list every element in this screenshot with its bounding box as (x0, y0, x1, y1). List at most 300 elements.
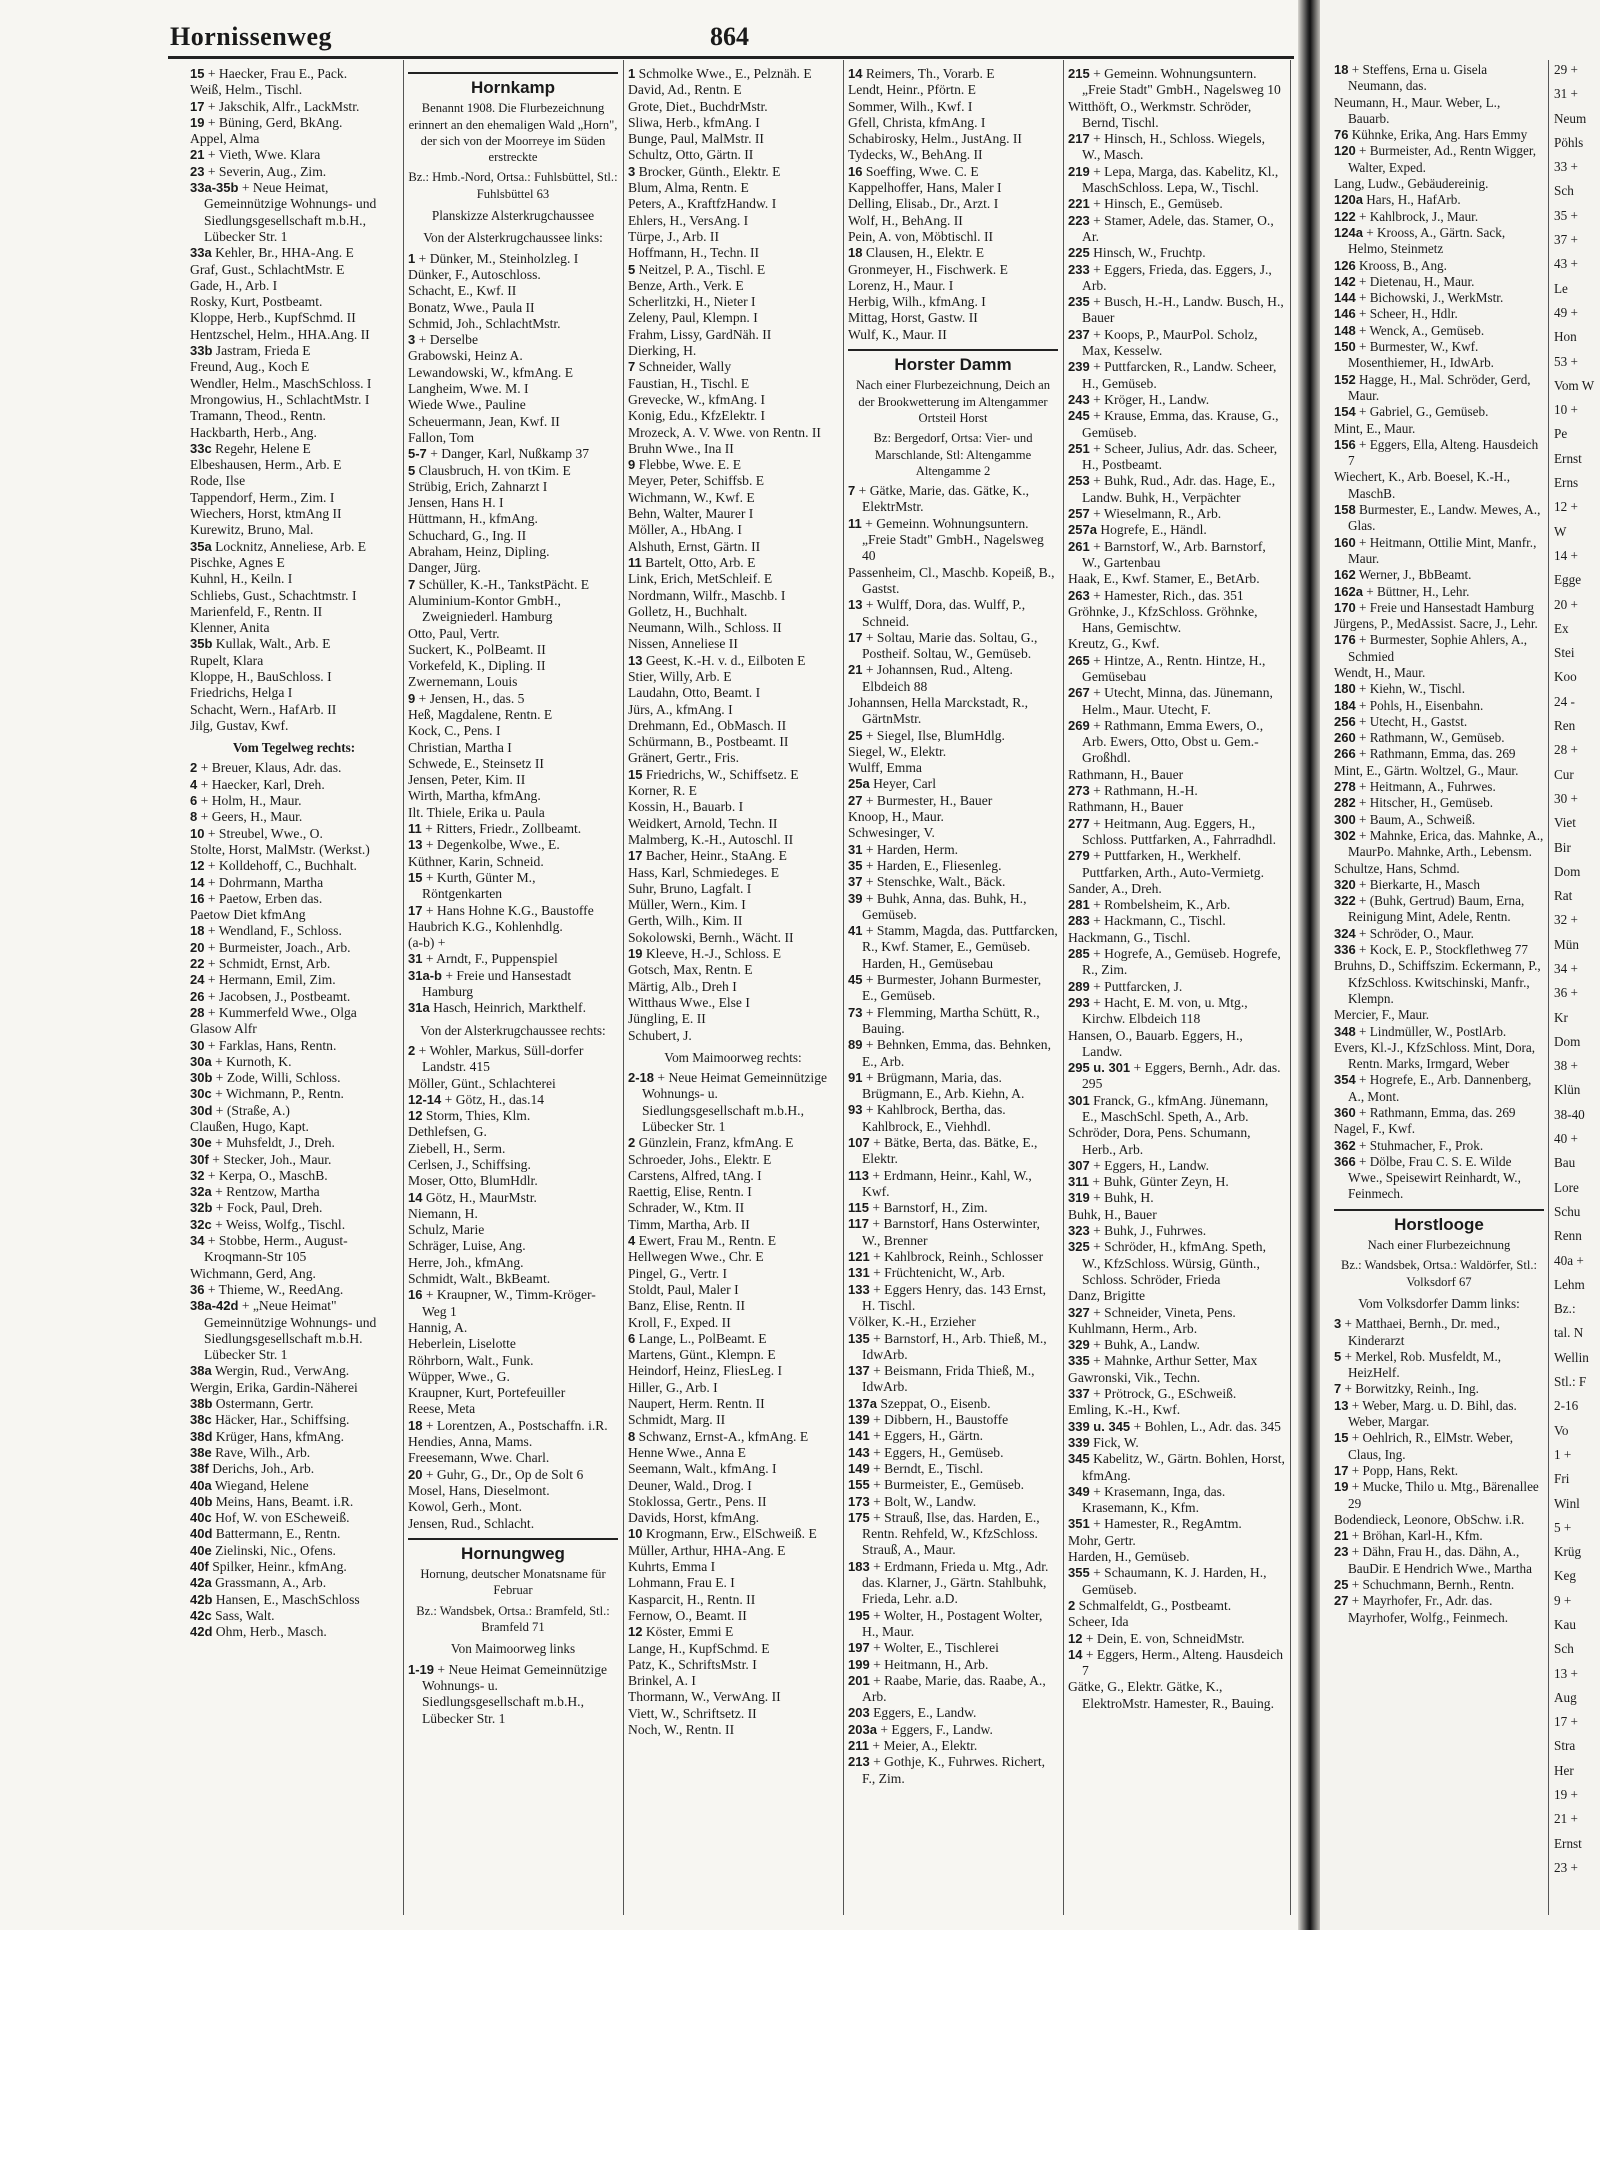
listing-entry: 324 + Schröder, O., Maur. (1334, 925, 1474, 941)
listing-entry: Zwernemann, Louis (408, 674, 518, 690)
column-1 (190, 66, 398, 1906)
cropped-entry: 14 + (1554, 547, 1578, 563)
listing-entry: 325 + Schröder, H., kfmAng. Speth, W., KfzSchloss. Würsig, Günth., Schloss. Schröder, Frieda (1068, 1239, 1266, 1287)
cropped-entry: 40 + (1554, 1131, 1578, 1147)
cropped-entry: Rat (1554, 888, 1573, 904)
listing-entry: Schräger, Luise, Ang. (408, 1238, 526, 1254)
listing-entry: Wichmann, Gerd, Ang. (190, 1265, 316, 1281)
listing-entry: 162a + Büttner, H., Lehr. (1334, 583, 1470, 599)
cropped-entry: Erns (1554, 475, 1579, 491)
cropped-entry: Hon (1554, 329, 1577, 345)
listing-entry: 33c Regehr, Helene E (190, 440, 311, 456)
listing-entry: Lang, Ludw., Gebäudereinig. (1334, 176, 1489, 192)
listing-entry: Scherlitzki, H., Nieter I (628, 294, 756, 310)
listing-entry: 219 + Lepa, Marga, das. Kabelitz, Kl., MaschSchloss. Lepa, W., Tischl. (1068, 163, 1279, 196)
listing-entry: Link, Erich, MetSchleif. E (628, 571, 773, 587)
column-4 (848, 66, 1058, 1906)
listing-entry: 1 + Dünker, M., Steinholzleg. I (408, 250, 579, 266)
column-7-fragment (1554, 62, 1600, 1884)
column-divider (1548, 60, 1549, 1915)
listing-entry: 21 + Vieth, Wwe. Klara (190, 147, 321, 163)
listing-entry: 30b + Zode, Willi, Schloss. (190, 1070, 341, 1086)
listing-entry: Freund, Aug., Koch E (190, 359, 310, 375)
listing-entry: 40b Meins, Hans, Beamt. i.R. (190, 1493, 354, 1509)
listing-entry: Sliwa, Herb., kfmAng. I (628, 114, 760, 130)
listing-entry: 16 Soeffing, Wwe. C. E (848, 163, 979, 179)
listing-entry: Gränert, Gertr., Fris. (628, 750, 739, 766)
listing-entry: Cerlsen, J., Schiffsing. (408, 1157, 531, 1172)
listing-entry: 319 + Buhk, H. (1068, 1190, 1154, 1206)
listing-entry: Naupert, Herm. Rentn. II (628, 1396, 765, 1412)
section-subheading: Vom Tegelweg rechts: (232, 740, 356, 756)
listing-entry: 293 + Hacht, E. M. von, u. Mtg., Kirchw. Elbdeich 118 (1068, 994, 1248, 1027)
listing-entry: 146 + Scheer, H., Hdlr. (1334, 306, 1458, 322)
listing-entry: Möller, A., HbAng. I (628, 522, 742, 538)
listing-entry: 162 Werner, J., BbBeamt. (1334, 567, 1472, 583)
listing-entry: 126 Krooss, B., Ang. (1334, 257, 1447, 273)
listing-entry: 12 + Kolldehoff, C., Buchhalt. (190, 858, 357, 874)
listing-entry: Hellwegen Wwe., Chr. E (628, 1249, 764, 1265)
listing-entry: Korner, R. E (628, 783, 697, 799)
listing-entry: Emling, K.-H., Kwf. (1068, 1402, 1181, 1418)
listing-entry: Wendt, H., Maur. (1334, 664, 1426, 680)
listing-entry: Stoklossa, Gertr., Pens. II (628, 1493, 767, 1509)
cropped-entry: 17 + (1554, 1714, 1578, 1730)
section-subheading: Von der Alsterkrugchaussee links: (423, 230, 603, 246)
listing-entry: 32 + Kerpa, O., MaschB. (190, 1167, 328, 1183)
listing-entry: Danger, Jürg. (408, 560, 481, 576)
listing-entry: 7 Schüller, K.-H., TankstPächt. E (408, 576, 590, 592)
listing-entry: Schliebs, Gust., Schachtmstr. I (190, 587, 357, 603)
listing-entry: 23 + Severin, Aug., Zim. (190, 163, 327, 179)
listing-entry: 360 + Rathmann, Emma, das. 269 (1334, 1105, 1516, 1120)
listing-entry: Ilt. Thiele, Erika u. Paula (408, 804, 545, 820)
listing-entry: 282 + Hitscher, H., Gemüseb. (1334, 795, 1493, 811)
listing-entry: 25 + Schuchmann, Bernh., Rentn. (1334, 1577, 1515, 1593)
listing-entry: Martens, Günt., Klempn. E (628, 1347, 776, 1363)
cropped-entry: Wellin (1554, 1349, 1589, 1365)
listing-entry: 30c + Wichmann, P., Rentn. (190, 1086, 344, 1102)
listing-entry: Schultze, Hans, Schmd. (1334, 860, 1460, 876)
cropped-entry: W (1554, 523, 1567, 539)
cropped-entry: Kau (1554, 1617, 1576, 1632)
listing-entry: 160 + Heitmann, Ottilie Mint, Manfr., Maur. (1334, 534, 1537, 566)
listing-entry: Haubrich K.G., Kohlenhdlg. (408, 918, 563, 934)
street-note: Bz.: Wandsbek, Ortsa.: Waldörfer, Stl.: Volksdorf 67 (1340, 1258, 1538, 1289)
listing-entry: Tramann, Theod., Rentn. (190, 408, 326, 424)
listing-entry: Lendt, Heinr., Pförtn. E (848, 82, 976, 98)
listing-entry: Harden, H., Gemüseb. (1068, 1549, 1190, 1565)
cropped-entry: Ernst (1554, 450, 1582, 466)
listing-entry: Strübig, Erich, Zahnarzt I (408, 478, 548, 494)
listing-entry: 9 Flebbe, Wwe. E. E (628, 457, 742, 473)
listing-entry: 199 + Heitmann, H., Arb. (848, 1656, 989, 1672)
listing-entry: 251 + Scheer, Julius, Adr. das. Scheer, H., Postbeamt. (1068, 440, 1278, 473)
listing-entry: 39 + Buhk, Anna, das. Buhk, H., Gemüseb. (848, 890, 1027, 922)
listing-entry: Sander, A., Dreh. (1068, 880, 1162, 896)
listing-entry: Wiechert, K., Arb. Boesel, K.-H., MaschB. (1334, 469, 1510, 501)
listing-entry: 32b + Fock, Paul, Dreh. (190, 1200, 323, 1216)
listing-entry: Dierking, H. (628, 343, 697, 359)
listing-entry: 38d Krüger, Hans, kfmAng. (190, 1428, 344, 1444)
listing-entry: Küthner, Karin, Schneid. (408, 853, 544, 869)
listing-entry: 3 + Matthaei, Bernh., Dr. med., Kinderarzt (1334, 1316, 1500, 1348)
listing-entry: Faustian, H., Tischl. E (628, 375, 750, 391)
listing-entry: 23 + Dähn, Frau H., das. Dähn, A., BauDir. E Hendrich Wwe., Martha (1334, 1544, 1532, 1576)
column-6 (1334, 62, 1544, 1626)
listing-entry: Jensen, Peter, Kim. II (408, 772, 526, 788)
listing-entry: Blum, Alma, Rentn. E (628, 180, 749, 196)
listing-entry: 12-14 + Götz, H., das.14 (408, 1091, 545, 1107)
listing-entry: 257a Hogrefe, E., Händl. (1068, 522, 1207, 538)
listing-entry: Nissen, Anneliese II (628, 636, 738, 652)
listing-entry: Schulz, Marie (408, 1222, 485, 1238)
listing-entry: 184 + Pohls, H., Eisenbahn. (1334, 697, 1484, 713)
listing-entry: Laudahn, Otto, Beamt. I (628, 685, 761, 701)
listing-entry: Kraupner, Kurt, Portefeuiller (408, 1385, 566, 1401)
listing-entry: 40a Wiegand, Helene (190, 1477, 309, 1493)
listing-entry: 76 Kühnke, Erika, Ang. Hars Emmy (1334, 127, 1528, 143)
listing-entry: Schröder, Dora, Pens. Schumann, Herb., Arb. (1068, 1125, 1251, 1157)
listing-entry: 40c Hof, W. von EScheweiß. (190, 1510, 350, 1526)
listing-entry: Friedrichs, Helga I (190, 685, 293, 701)
cropped-entry: 13 + (1554, 1665, 1578, 1681)
cropped-entry: 53 + (1554, 353, 1578, 369)
listing-entry: 355 + Schaumann, K. J. Harden, H., Gemüseb. (1068, 1565, 1267, 1597)
listing-entry: 40f Spilker, Heinr., kfmAng. (190, 1559, 347, 1575)
listing-entry: 13 + Weber, Marg. u. D. Bihl, das. Weber, Margar. (1334, 1397, 1517, 1430)
cropped-entry: 24 - (1554, 693, 1575, 709)
listing-entry: Banz, Elise, Rentn. II (628, 1298, 746, 1314)
listing-entry: 295 u. 301 + Eggers, Bernh., Adr. das. 295 (1068, 1060, 1281, 1092)
listing-entry: Peters, A., KraftfzHandw. I (628, 196, 777, 212)
listing-entry: 16 + Paetow, Erben das. (190, 890, 323, 906)
listing-entry: 336 + Kock, E. P., Stockflethweg 77 (1334, 942, 1528, 958)
listing-entry: Bonatz, Wwe., Paula II (408, 299, 535, 315)
listing-entry: Knoop, H., Maur. (848, 809, 944, 825)
listing-entry: 93 + Kahlbrock, Bertha, das. Kahlbrock, E., Viehhdl. (848, 1102, 1006, 1134)
listing-entry: 38b Ostermann, Gertr. (190, 1396, 314, 1412)
listing-entry: Rode, Ilse (190, 473, 246, 489)
listing-entry: 327 + Schneider, Vineta, Pens. (1068, 1304, 1236, 1320)
listing-entry: Weidkert, Arnold, Techn. II (628, 815, 778, 831)
listing-entry: 33a Kehler, Br., HHA-Ang. E (190, 245, 354, 261)
listing-entry: 14 Reimers, Th., Vorarb. E (848, 66, 995, 81)
listing-entry: Evers, Kl.-J., KfzSchloss. Mint, Dora, Rentn. Marks, Irmgard, Weber (1334, 1039, 1536, 1072)
listing-entry: Witthöft, O., Werkmstr. Schröder, Bernd, Tischl. (1068, 98, 1252, 130)
listing-entry: Scheer, Ida (1068, 1614, 1129, 1630)
section-subheading: Von der Alsterkrugchaussee rechts: (420, 1022, 606, 1038)
cropped-entry: Bz.: (1554, 1301, 1576, 1317)
listing-entry: Weiß, Helm., Tischl. (190, 82, 303, 98)
listing-entry: 91 + Brügmann, Maria, das. Brügmann, E., Arb. Kiehn, A. (848, 1069, 1025, 1102)
listing-entry: 36 + Thieme, W., ReedAng. (190, 1281, 344, 1297)
listing-entry: 7 + Gätke, Marie, das. Gätke, K., ElektrMstr. (848, 483, 1029, 515)
listing-entry: Rupelt, Klara (190, 652, 264, 668)
listing-entry: Kuhrts, Emma I (628, 1559, 716, 1575)
listing-entry: Nagel, F., Kwf. (1334, 1121, 1415, 1137)
cropped-entry: 37 + (1554, 232, 1578, 248)
listing-entry: Pein, A. von, Möbtischl. II (848, 228, 993, 244)
listing-entry: 3 Brocker, Günth., Elektr. E (628, 163, 781, 179)
listing-entry: Delling, Elisab., Dr., Arzt. I (848, 196, 999, 212)
listing-entry: Schultz, Otto, Gärtn. II (628, 147, 754, 163)
listing-entry: 267 + Utecht, Minna, das. Jünemann, Helm., Maur. Utecht, F. (1068, 685, 1273, 717)
listing-entry: Sokolowski, Bernh., Wächt. II (628, 929, 794, 945)
cropped-entry: Klün (1554, 1082, 1581, 1098)
listing-entry: Gade, H., Arb. I (190, 277, 278, 293)
listing-entry: Schwede, E., Steinsetz II (408, 755, 544, 771)
listing-entry: 339 u. 345 + Bohlen, L., Adr. das. 345 (1068, 1418, 1281, 1434)
listing-entry: Jensen, Rud., Schlacht. (408, 1515, 535, 1531)
listing-entry: 122 + Kahlbrock, J., Maur. (1334, 208, 1479, 224)
listing-entry: 1 Schmolke Wwe., E., Pelznäh. E (628, 66, 812, 81)
listing-entry: Otto, Paul, Vertr. (408, 625, 500, 641)
listing-entry: 285 + Hogrefe, A., Gemüseb. Hogrefe, R., Zim. (1068, 946, 1281, 978)
cropped-entry: Pöhls (1554, 134, 1584, 150)
listing-entry: 137a Szeppat, O., Eisenb. (848, 1395, 991, 1411)
listing-entry: Schacht, Wern., HafArb. II (190, 701, 337, 717)
section-subheading: Vom Volksdorfer Damm links: (1358, 1295, 1520, 1311)
listing-entry: Konig, Edu., KfzElektr. I (628, 408, 766, 424)
cropped-entry: 20 + (1554, 596, 1578, 612)
listing-entry: Wirth, Martha, kfmAng. (408, 788, 541, 804)
listing-entry: 17 + Jakschik, Alfr., LackMstr. (190, 98, 360, 114)
cropped-entry: Renn (1554, 1228, 1582, 1244)
listing-entry: 30d + (Straße, A.) (190, 1102, 290, 1118)
listing-entry: Hackbarth, Herb., Ang. (190, 424, 317, 440)
listing-entry: 40e Zielinski, Nic., Ofens. (190, 1542, 336, 1558)
listing-entry: 197 + Wolter, E., Tischlerei (848, 1640, 999, 1656)
listing-entry: Nordmann, Wilfr., Maschb. I (628, 587, 786, 603)
listing-entry: 263 + Hamester, Rich., das. 351 (1068, 587, 1244, 603)
listing-entry: Rosky, Kurt, Postbeamt. (190, 294, 323, 310)
listing-entry: 170 + Freie und Hansestadt Hamburg (1334, 599, 1534, 615)
cropped-entry: Ex (1554, 620, 1569, 636)
listing-entry: 323 + Buhk, J., Fuhrwes. (1068, 1223, 1207, 1239)
listing-entry: 235 + Busch, H.-H., Landw. Busch, H., Bauer (1068, 294, 1284, 326)
cropped-entry: 35 + (1554, 207, 1578, 223)
listing-entry: David, Ad., Rentn. E (628, 82, 742, 98)
listing-entry: 261 + Barnstorf, W., Arb. Barnstorf, W., Gartenbau (1068, 538, 1266, 570)
listing-entry: 257 + Wieselmann, R., Arb. (1068, 506, 1222, 522)
listing-entry: 322 + (Buhk, Gertrud) Baum, Erna, Reinigung Mint, Adele, Rentn. (1334, 893, 1525, 925)
cropped-entry: Kr (1554, 1009, 1568, 1025)
listing-entry: Siegel, W., Elektr. (848, 743, 947, 759)
map-note: Planskizze Alsterkrugchaussee (431, 208, 595, 224)
listing-entry: Schroeder, Johs., Elektr. E (628, 1151, 772, 1167)
listing-entry: Viett, W., Schriftsetz. II (628, 1705, 757, 1721)
listing-entry: 12 Köster, Emmi E (628, 1624, 734, 1640)
listing-entry: 15 + Kurth, Günter M., Röntgenkarten (408, 869, 536, 902)
cropped-entry: 38 + (1554, 1058, 1578, 1074)
listing-entry: 173 + Bolt, W., Landw. (848, 1493, 977, 1509)
listing-entry: Kowol, Gerh., Mont. (408, 1499, 523, 1515)
cropped-entry: 29 + (1554, 62, 1578, 77)
listing-entry: Jürgens, P., MedAssist. Sacre, J., Lehr. (1334, 616, 1538, 632)
cropped-entry: 43 + (1554, 256, 1578, 272)
listing-entry: 2 + Wohler, Markus, Süll-dorfer Landstr. 415 (408, 1042, 584, 1075)
listing-entry: 301 Franck, G., kfmAng. Jünemann, E., MaschSchl. Speth, A., Arb. (1068, 1092, 1269, 1124)
cropped-entry: 10 + (1554, 402, 1578, 418)
listing-entry: Brinkel, A. I (628, 1673, 696, 1689)
cropped-entry: 23 + (1554, 1859, 1578, 1875)
listing-entry: 337 + Prötrock, G., ESchweiß. (1068, 1386, 1237, 1402)
column-divider (1290, 60, 1291, 1915)
listing-entry: Appel, Alma (190, 131, 260, 147)
listing-entry: Davids, Horst, kfmAng. (628, 1510, 760, 1526)
listing-entry: Noch, W., Rentn. II (628, 1721, 735, 1737)
listing-entry: 14 Götz, H., MaurMstr. (408, 1189, 537, 1205)
listing-entry: Mohr, Gertr. (1068, 1532, 1136, 1548)
listing-entry: Herre, Joh., kfmAng. (408, 1254, 524, 1270)
listing-entry: 6 + Holm, H., Maur. (190, 793, 302, 809)
listing-entry: Schabirosky, Helm., JustAng. II (848, 131, 1022, 147)
listing-entry: Mint, E., Gärtn. Woltzel, G., Maur. (1334, 762, 1519, 778)
listing-entry: 31a-b + Freie und Hansestadt Hamburg (408, 967, 572, 1000)
listing-entry: Schuchard, G., Ing. II (408, 527, 527, 543)
cropped-entry: 32 + (1554, 912, 1578, 928)
listing-entry: Jilg, Gustav, Kwf. (190, 717, 289, 733)
listing-entry: Mrozeck, A. V. Wwe. von Rentn. II (628, 424, 821, 440)
listing-entry: 2 + Breuer, Klaus, Adr. das. (190, 760, 342, 776)
listing-entry: Alshuth, Ernst, Gärtn. II (628, 538, 761, 554)
listing-entry: 31a Hasch, Heinrich, Markthelf. (408, 1000, 586, 1016)
listing-entry: 19 Kleeve, H.-J., Schloss. E (628, 946, 782, 962)
listing-entry: 33b Jastram, Frieda E (190, 343, 311, 359)
section-subheading: Vom Maimoorweg rechts: (664, 1049, 802, 1065)
listing-entry: 30a + Kurnoth, K. (190, 1053, 292, 1069)
listing-entry: 154 + Gabriel, G., Gemüseb. (1334, 404, 1489, 420)
listing-entry: Kossin, H., Bauarb. I (628, 799, 744, 815)
listing-entry: 107 + Bätke, Berta, das. Bätke, E., Elektr. (848, 1135, 1038, 1167)
listing-entry: Buhk, H., Bauer (1068, 1206, 1157, 1222)
cropped-entry: Sch (1554, 183, 1574, 199)
cropped-entry: Mün (1554, 936, 1579, 952)
listing-entry: Hansen, O., Bauarb. Eggers, H., Landw. (1068, 1027, 1243, 1059)
listing-entry: 7 + Borwitzky, Reinh., Ing. (1334, 1381, 1479, 1397)
listing-entry: 31 + Harden, Herm. (848, 841, 959, 857)
column-3 (628, 66, 838, 1906)
listing-entry: 4 + Haecker, Karl, Dreh. (190, 776, 325, 792)
listing-entry: 14 + Dohrmann, Martha (190, 874, 324, 890)
street-note: Benannt 1908. Die Flurbezeichnung erinnert an den ehemaligen Wald „Horn", der sich von der Moorreye im Süden erstreckte (408, 101, 618, 165)
listing-entry: 269 + Rathmann, Emma Ewers, O., Arb. Ewers, Otto, Obst u. Gem.-Großhdl. (1068, 717, 1264, 766)
column-2 (408, 66, 618, 1906)
listing-entry: 131 + Früchtenicht, W., Arb. (848, 1265, 1005, 1281)
listing-entry: Wulf, K., Maur. II (848, 326, 947, 342)
listing-entry: 22 + Schmidt, Ernst, Arb. (190, 956, 331, 972)
listing-entry: Suckert, K., PolBeamt. II (408, 641, 546, 657)
street-heading: Horster Damm (848, 349, 1058, 373)
listing-entry: Hannig, A. (408, 1319, 468, 1335)
listing-entry: 277 + Heitmann, Aug. Eggers, H., Schloss. Puttfarken, A., Fahrradhdl. (1068, 815, 1277, 847)
listing-entry: Lohmann, Frau E. I (628, 1575, 735, 1591)
listing-entry: 28 + Kummerfeld Wwe., Olga (190, 1004, 357, 1020)
listing-entry: Kreutz, G., Kwf. (1068, 636, 1160, 652)
listing-entry: 13 + Degenkolbe, Wwe., E. (408, 837, 560, 853)
listing-entry: Neumann, H., Maur. Weber, L., Bauarb. (1334, 94, 1501, 126)
listing-entry: Thormann, W., VerwAng. II (628, 1689, 781, 1705)
listing-entry: 366 + Dölbe, Frau C. S. E. Wilde Wwe., Speisewirt Reinhardt, W., Feinmech. (1334, 1153, 1521, 1202)
cropped-entry: Fri (1554, 1471, 1570, 1487)
listing-entry: 335 + Mahnke, Arthur Setter, Max (1068, 1353, 1258, 1369)
page-number: 864 (710, 22, 749, 51)
listing-entry: Jensen, Hans H. I (408, 495, 504, 511)
listing-entry: Dünker, F., Autoschloss. (408, 266, 541, 282)
listing-entry: 2 Günzlein, Franz, kfmAng. E (628, 1135, 794, 1151)
listing-entry: 30e + Muhsfeldt, J., Dreh. (190, 1135, 335, 1151)
listing-entry: Hackmann, G., Tischl. (1068, 929, 1191, 945)
listing-entry: 158 Burmester, E., Landw. Mewes, A., Glas. (1334, 502, 1541, 534)
listing-entry: 11 + Ritters, Friedr., Zollbeamt. (408, 821, 582, 837)
listing-entry: 18 + Wendland, F., Schloss. (190, 923, 342, 939)
listing-entry: 42b Hansen, E., MaschSchloss (190, 1591, 360, 1607)
listing-entry: Neumann, Wilh., Schloss. II (628, 620, 782, 636)
street-note: Nach einer Flurbezeichnung (1367, 1238, 1511, 1253)
listing-entry: 289 + Puttfarcken, J. (1068, 978, 1183, 994)
listing-entry: Suhr, Bruno, Lagfalt. I (628, 880, 752, 896)
listing-entry: 225 Hinsch, W., Fruchtp. (1068, 245, 1206, 261)
listing-entry: Benze, Arth., Verk. E (628, 277, 744, 293)
listing-entry: Moser, Otto, BlumHdlr. (408, 1173, 538, 1189)
listing-entry: Herbig, Wilh., kfmAng. I (848, 294, 986, 310)
listing-entry: 121 + Kahlbrock, Reinh., Schlosser (848, 1249, 1044, 1265)
cropped-entry: 30 + (1554, 790, 1578, 806)
cropped-entry: Bir (1554, 839, 1571, 855)
cropped-entry: 33 + (1554, 159, 1578, 175)
listing-entry: Röhrborn, Walt., Funk. (408, 1352, 534, 1368)
listing-entry: (a-b) + (408, 935, 446, 951)
listing-entry: 42a Grassmann, A., Arb. (190, 1575, 327, 1591)
listing-entry: Stoldt, Paul, Maler I (628, 1281, 739, 1297)
listing-entry: 253 + Buhk, Rud., Adr. das. Hage, E., Landw. Buhk, H., Verpächter (1068, 473, 1276, 505)
listing-entry: 34 + Stobbe, Herm., August-Kroqmann-Str 105 (190, 1233, 348, 1265)
cropped-entry: 28 + (1554, 742, 1578, 758)
listing-entry: Wichmann, W., Kwf. E (628, 489, 755, 505)
listing-entry: Elbeshausen, Herm., Arb. E (190, 457, 342, 473)
street-note: Bz.: Wandsbek, Ortsa.: Bramfeld, Stl.: Bramfeld 71 (416, 1603, 610, 1635)
listing-entry: Langheim, Wwe. M. I (408, 381, 529, 397)
listing-entry: Abraham, Heinz, Dipling. (408, 544, 550, 560)
listing-entry: 115 + Barnstorf, H., Zim. (848, 1200, 988, 1216)
listing-entry: 213 + Gothje, K., Fuhrwes. Richert, F., Zim. (848, 1754, 1046, 1786)
listing-entry: 19 + Mucke, Thilo u. Mtg., Bärenallee 29 (1334, 1479, 1539, 1511)
listing-entry: 283 + Hackmann, C., Tischl. (1068, 913, 1226, 929)
listing-entry: Behn, Walter, Maurer I (628, 506, 754, 522)
cropped-entry: Viet (1554, 815, 1576, 831)
listing-entry: 221 + Hinsch, E., Gemüseb. (1068, 196, 1223, 212)
listing-entry: 20 + Guhr, G., Dr., Op de Solt 6 (408, 1466, 584, 1482)
listing-entry: 4 Ewert, Frau M., Rentn. E (628, 1233, 777, 1249)
listing-entry: 2 Schmalfeldt, G., Postbeamt. (1068, 1597, 1232, 1613)
column-divider (843, 60, 844, 1915)
listing-entry: Bunge, Paul, MalMstr. II (628, 131, 764, 147)
cropped-entry: 40a + (1554, 1252, 1584, 1268)
listing-entry: Graf, Gust., SchlachtMstr. E (190, 261, 345, 277)
listing-entry: 12 + Dein, E. von, SchneidMstr. (1068, 1630, 1245, 1646)
listing-entry: 8 + Geers, H., Maur. (190, 809, 303, 825)
listing-entry: Völker, K.-H., Erzieher (848, 1314, 976, 1330)
listing-entry: 10 Krogmann, Erw., ElSchweiß. E (628, 1526, 817, 1542)
listing-entry: 21 + Johannsen, Rud., Alteng. Elbdeich 88 (848, 662, 1013, 694)
cropped-entry: Koo (1554, 669, 1577, 685)
listing-entry: 339 Fick, W. (1068, 1434, 1139, 1450)
listing-entry: Hendies, Anna, Mams. (408, 1434, 533, 1450)
listing-entry: 5-7 + Danger, Karl, Nußkamp 37 (408, 446, 590, 462)
cropped-entry: 9 + (1554, 1592, 1572, 1608)
listing-entry: Wergin, Erika, Gardin-Näherei (190, 1379, 358, 1395)
